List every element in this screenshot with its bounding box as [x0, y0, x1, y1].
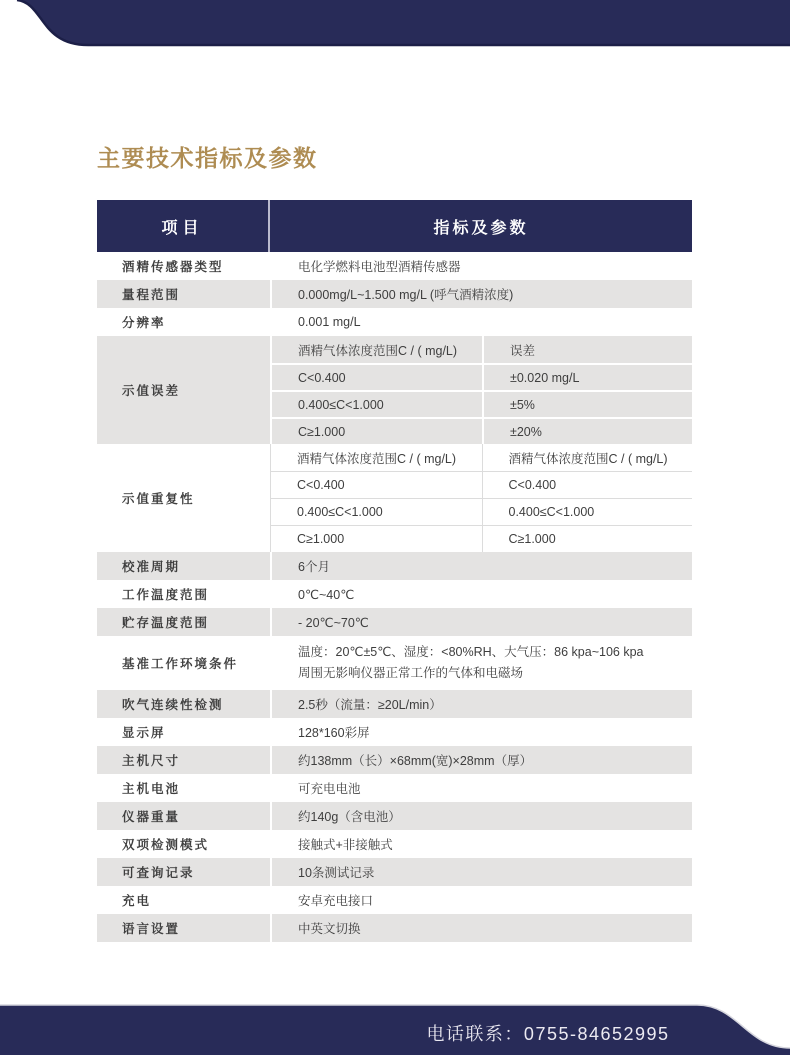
- table-row: [97, 774, 692, 802]
- contact-phone: 电话联系：0755-84652995: [426, 1024, 670, 1044]
- subtable-cell: 0.400≤C<1.000: [272, 390, 482, 417]
- subtable-cell: 酒精气体浓度范围C / ( mg/L): [298, 343, 458, 358]
- row-value: 可充电电池: [270, 774, 692, 802]
- table-row: [97, 336, 692, 444]
- table-row: [97, 830, 692, 858]
- row-label: 主机电池: [122, 782, 181, 796]
- page-title: 主要技术指标及参数: [97, 145, 318, 171]
- subtable-cell: C≥1.000: [271, 525, 482, 552]
- row-subtable: [270, 444, 692, 552]
- row-label: 充电: [122, 894, 152, 908]
- row-label: 酒精传感器类型: [122, 260, 224, 274]
- subtable-cell: C<0.400: [271, 471, 482, 498]
- table-row: [97, 308, 692, 336]
- row-value: 6个月: [270, 552, 692, 580]
- row-value: [270, 636, 692, 690]
- row-value-line: 温度：20℃±5℃、湿度：<80%RH、大气压：86 kpa~106 kpa: [298, 644, 644, 659]
- row-label: 基准工作环境条件: [122, 657, 239, 671]
- row-value: 电化学燃料电池型酒精传感器: [270, 252, 692, 280]
- table-row: [97, 746, 692, 774]
- subtable-cell: C<0.400: [482, 471, 693, 498]
- row-label: 量程范围: [122, 288, 181, 302]
- row-value: - 20℃~70℃: [270, 608, 692, 636]
- subtable-cell: 酒精气体浓度范围C / ( mg/L): [297, 451, 457, 466]
- row-label: 贮存温度范围: [122, 616, 210, 630]
- subtable-cell: ±20%: [482, 417, 692, 444]
- table-row: [97, 608, 692, 636]
- row-value: 10条测试记录: [270, 858, 692, 886]
- row-value: 2.5秒（流量：≥20L/min）: [270, 690, 692, 718]
- row-label: 语言设置: [122, 922, 181, 936]
- row-label: 双项检测模式: [122, 838, 210, 852]
- row-label: 可查询记录: [122, 866, 195, 880]
- row-value: 安卓充电接口: [270, 886, 692, 914]
- table-row: [97, 858, 692, 886]
- row-value-line: 周围无影响仪器正常工作的气体和电磁场: [298, 666, 524, 680]
- subtable-cell: ±0.020 mg/L: [482, 363, 692, 390]
- row-label: 校准周期: [122, 560, 181, 574]
- subtable-cell: 酒精气体浓度范围C / ( mg/L): [482, 444, 693, 471]
- subtable-cell: 0.400≤C<1.000: [482, 498, 693, 525]
- spec-table: [97, 200, 692, 942]
- row-value: 0.000mg/L~1.500 mg/L (呼气酒精浓度): [270, 280, 692, 308]
- table-row: [97, 886, 692, 914]
- table-row: [97, 718, 692, 746]
- spec-table-body: [97, 252, 692, 942]
- row-label: 仪器重量: [122, 810, 181, 824]
- row-value: 128*160彩屏: [270, 718, 692, 746]
- row-value: 中英文切换: [270, 914, 692, 942]
- row-label: 显示屏: [122, 726, 166, 740]
- spec-table-header: [97, 200, 692, 252]
- row-subtable: [270, 336, 692, 444]
- table-row: [97, 914, 692, 942]
- table-row: [97, 802, 692, 830]
- row-label: 分辨率: [122, 316, 166, 330]
- row-value: 0.001 mg/L: [270, 308, 692, 336]
- table-row: [97, 280, 692, 308]
- row-label: 吹气连续性检测: [122, 698, 224, 712]
- subtable-cell: C≥1.000: [482, 525, 693, 552]
- table-row: [97, 636, 692, 690]
- table-row: [97, 552, 692, 580]
- table-row: [97, 690, 692, 718]
- subtable-cell: C<0.400: [272, 363, 482, 390]
- subtable-cell: 0.400≤C<1.000: [271, 498, 482, 525]
- table-row: [97, 252, 692, 280]
- row-value: 约138mm（长）×68mm(宽)×28mm（厚）: [270, 746, 692, 774]
- row-label: 示值重复性: [122, 492, 195, 506]
- subtable-cell: C≥1.000: [272, 417, 482, 444]
- subtable-cell: 误差: [482, 336, 692, 363]
- row-value: 接触式+非接触式: [270, 830, 692, 858]
- header-col-item: 项目: [97, 200, 270, 252]
- row-label: 示值误差: [122, 384, 181, 398]
- table-row: [97, 580, 692, 608]
- subtable-cell: ±5%: [482, 390, 692, 417]
- row-label: 工作温度范围: [122, 588, 210, 602]
- header-col-params: 指标及参数: [433, 219, 529, 237]
- row-value: 0℃~40℃: [270, 580, 692, 608]
- top-band-decoration: [0, 0, 790, 48]
- row-value: 约140g（含电池）: [270, 802, 692, 830]
- row-label: 主机尺寸: [122, 754, 181, 768]
- table-row: [97, 444, 692, 552]
